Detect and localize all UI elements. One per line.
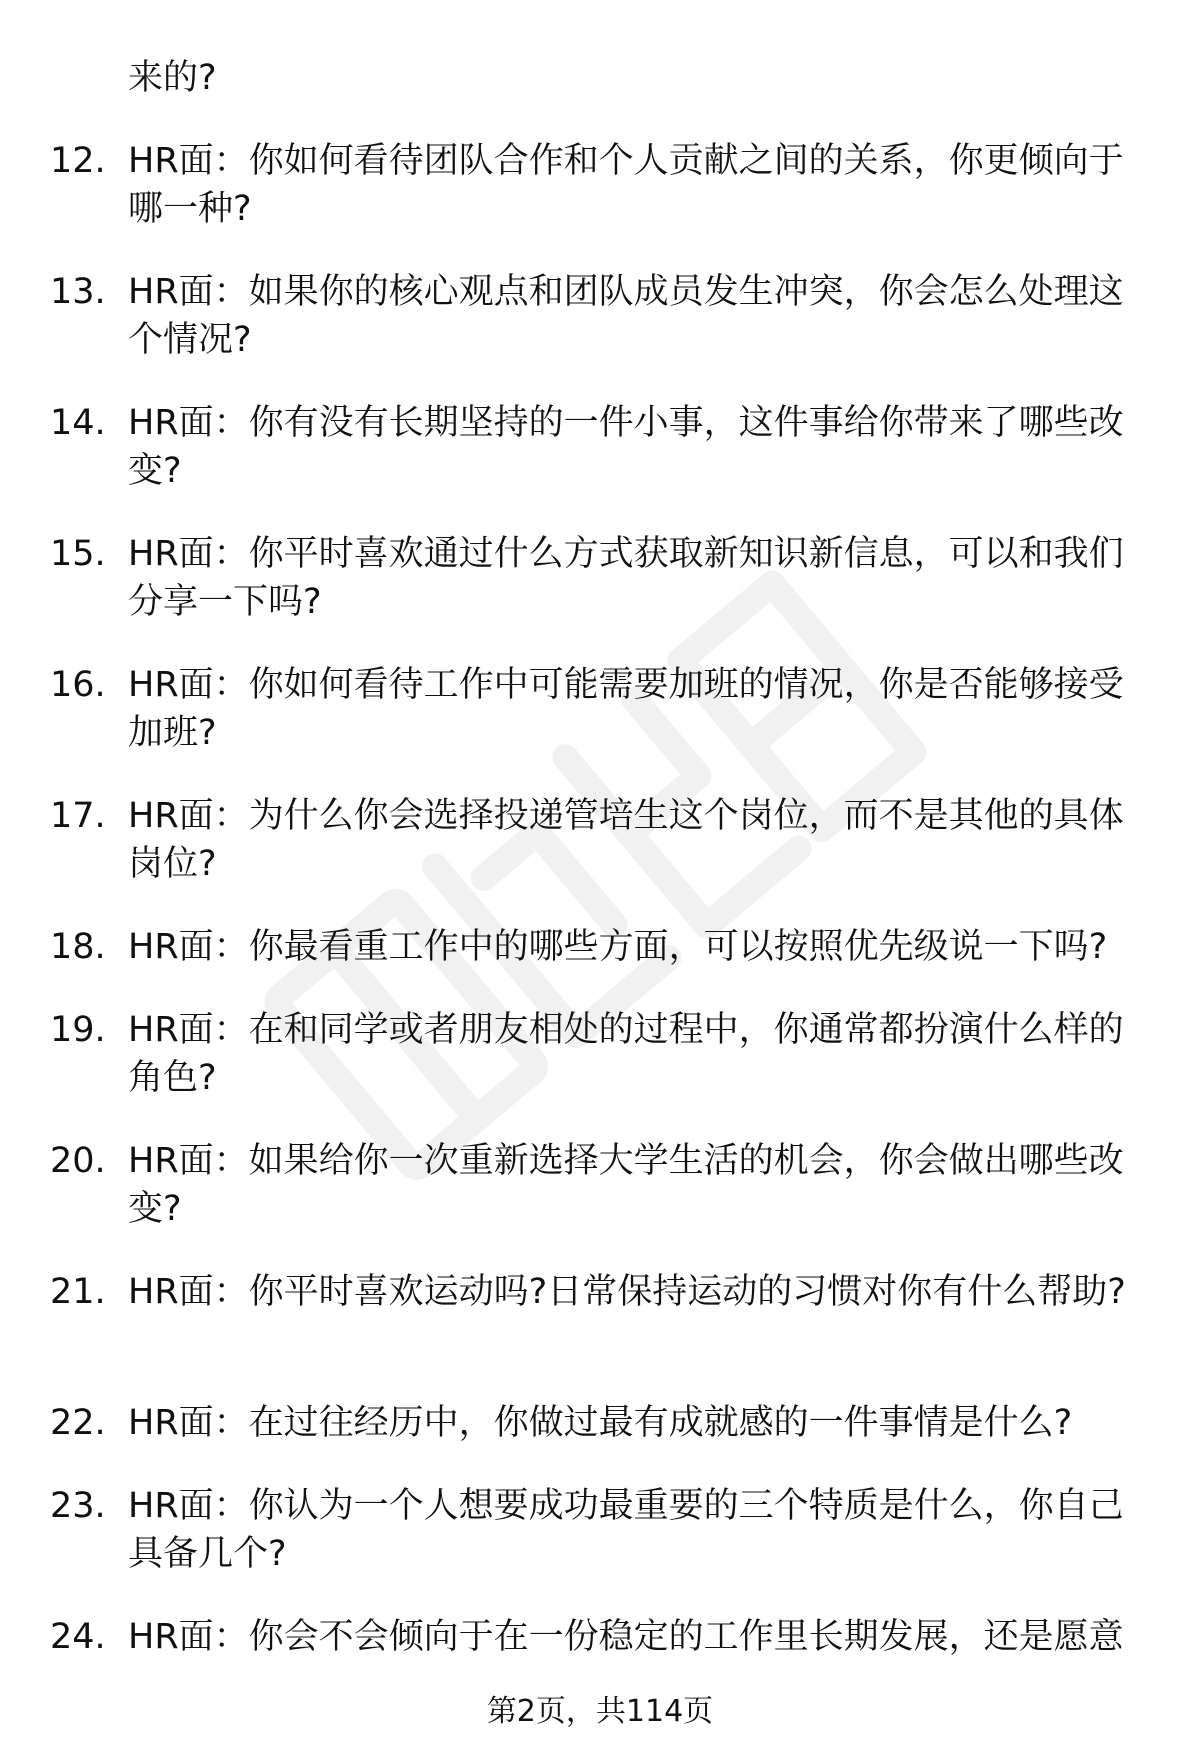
list-item (0, 1613, 1200, 1661)
question-text: HR面：如果你的核心观点和团队成员发生冲突，你会怎么处理这个情况? (128, 272, 1124, 360)
list-item (0, 1006, 1200, 1137)
question-text: HR面：你最看重工作中的哪些方面，可以按照优先级说一下吗? (128, 927, 1108, 967)
list-item (0, 399, 1200, 530)
question-text: HR面：在和同学或者朋友相处的过程中，你通常都扮演什么样的角色? (128, 1010, 1124, 1098)
question-number: 23. (50, 1486, 106, 1526)
question-number: 14. (50, 403, 106, 443)
list-item (0, 792, 1200, 923)
question-number: 19. (50, 1010, 106, 1050)
list-item (0, 1268, 1200, 1399)
list-item (0, 1482, 1200, 1613)
question-number: 12. (50, 141, 106, 181)
list-item (0, 530, 1200, 661)
question-number: 13. (50, 272, 106, 312)
question-text: HR面：你如何看待团队合作和个人贡献之间的关系，你更倾向于哪一种? (128, 141, 1124, 229)
continued-question-tail: 来的? (128, 58, 217, 98)
list-item (0, 1399, 1200, 1482)
question-number: 20. (50, 1141, 106, 1181)
question-text: HR面：你会不会倾向于在一份稳定的工作里长期发展，还是愿意 (128, 1617, 1124, 1657)
question-number: 22. (50, 1403, 106, 1443)
list-item (0, 137, 1200, 268)
question-text: HR面：你如何看待工作中可能需要加班的情况，你是否能够接受加班? (128, 665, 1124, 753)
question-text: HR面：在过往经历中，你做过最有成就感的一件事情是什么? (128, 1403, 1073, 1443)
question-number: 21. (50, 1272, 106, 1312)
question-text: HR面：你平时喜欢运动吗?日常保持运动的习惯对你有什么帮助? (128, 1272, 1126, 1312)
question-text: HR面：为什么你会选择投递管培生这个岗位，而不是其他的具体岗位? (128, 796, 1124, 884)
question-text: HR面：你平时喜欢通过什么方式获取新知识新信息，可以和我们分享一下吗? (128, 534, 1124, 622)
question-text: HR面：你有没有长期坚持的一件小事，这件事给你带来了哪些改变? (128, 403, 1124, 491)
list-item (0, 661, 1200, 792)
question-number: 17. (50, 796, 106, 836)
list-item (0, 923, 1200, 1006)
question-text: HR面：你认为一个人想要成功最重要的三个特质是什么，你自己具备几个? (128, 1486, 1124, 1574)
question-number: 15. (50, 534, 106, 574)
question-number: 18. (50, 927, 106, 967)
question-number: 16. (50, 665, 106, 705)
list-item (0, 1137, 1200, 1268)
question-number: 24. (50, 1617, 106, 1657)
list-item (0, 268, 1200, 399)
question-list (0, 137, 1200, 1661)
question-text: HR面：如果给你一次重新选择大学生活的机会，你会做出哪些改变? (128, 1141, 1124, 1229)
page-footer: 第2页，共114页 (486, 1694, 714, 1729)
